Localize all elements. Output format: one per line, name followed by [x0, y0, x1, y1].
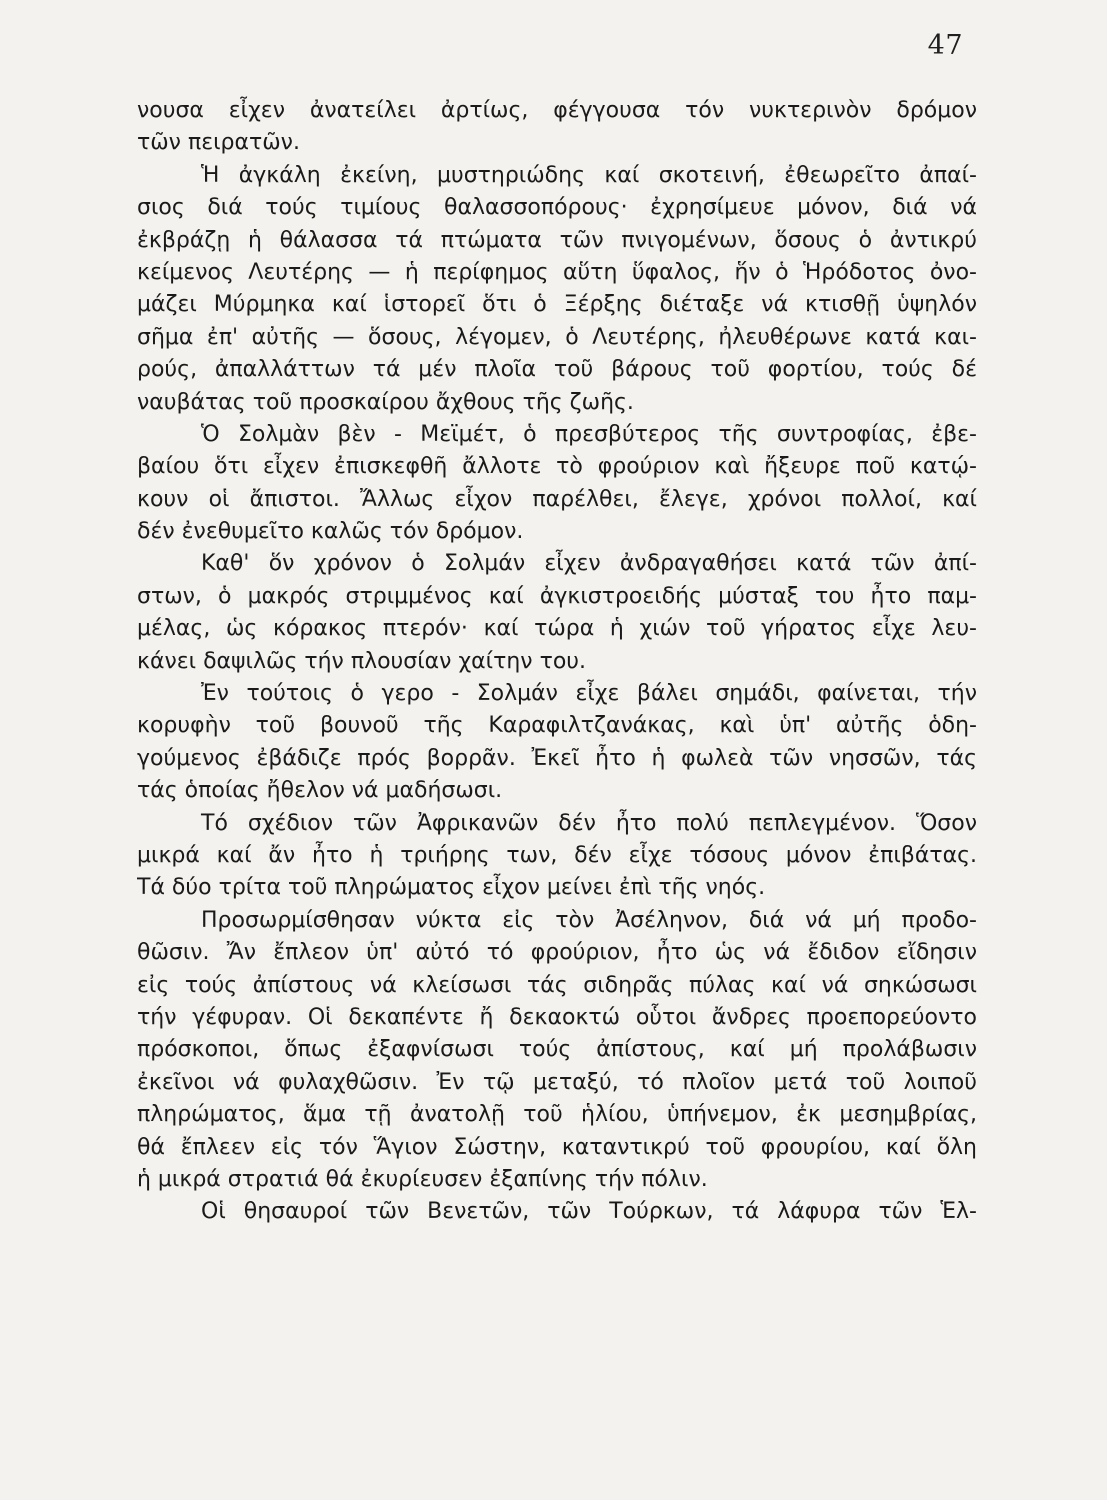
- text-line: Καθ' ὅν χρόνον ὁ Σολμάν εἶχεν ἀνδραγαθήσει κατά τῶν ἀπί-: [201, 551, 977, 577]
- text-line: τῶν πειρατῶν.: [137, 130, 300, 156]
- text-line: κουν οἱ ἄπιστοι. Ἄλλως εἶχον παρέλθει, ἔλεγε, χρόνοι πολλοί, καί: [137, 486, 977, 512]
- text-line: μέλας, ὡς κόρακος πτερόν· καί τώρα ἡ χιών τοῦ γήρατος εἶχε λευ-: [137, 616, 977, 642]
- text-line: ἐκβράζῃ ἡ θάλασσα τά πτώματα τῶν πνιγομένων, ὅσους ὁ ἀντικρύ: [137, 227, 977, 253]
- text-line: πρόσκοποι, ὅπως ἐξαφνίσωσι τούς ἀπίστους, καί μή προλάβωσιν: [137, 1037, 977, 1063]
- text-line: θά ἔπλεεν εἰς τόν Ἅγιον Σώστην, καταντικρύ τοῦ φρουρίου, καί ὅλη: [137, 1134, 977, 1160]
- text-line: Ἐν τούτοις ὁ γερο - Σολμάν εἶχε βάλει σημάδι, φαίνεται, τήν: [201, 681, 977, 707]
- text-line: σιος διά τούς τιμίους θαλασσοπόρους· ἐχρησίμευε μόνον, διά νά: [137, 195, 977, 221]
- text-line: κάνει δαψιλῶς τήν πλουσίαν χαίτην του.: [137, 648, 587, 674]
- text-line: Τά δύο τρίτα τοῦ πληρώματος εἶχον μείνει ἐπὶ τῆς νηός.: [137, 875, 766, 901]
- text-line: θῶσιν. Ἄν ἔπλεον ὑπ' αὐτό τό φρούριον, ἦτο ὡς νά ἔδιδον εἴδησιν: [137, 940, 977, 966]
- text-line: μικρά καί ἄν ἦτο ἡ τριήρης των, δέν εἶχε τόσους μόνον ἐπιβάτας.: [137, 842, 977, 868]
- text-line: μάζει Μύρμηκα καί ἱστορεῖ ὅτι ὁ Ξέρξης διέταξε νά κτισθῇ ὑψηλόν: [137, 292, 977, 318]
- text-line: ναυβάτας τοῦ προσκαίρου ἄχθους τῆς ζωῆς.: [137, 389, 634, 415]
- page-number: 47: [927, 30, 963, 61]
- text-line: κείμενος Λευτέρης — ἡ περίφημος αὕτη ὕφαλος, ἥν ὁ Ἡρόδοτος ὀνο-: [137, 259, 977, 285]
- text-line: Οἱ θησαυροί τῶν Βενετῶν, τῶν Τούρκων, τά λάφυρα τῶν Ἑλ-: [201, 1199, 977, 1225]
- text-line: Προσωρμίσθησαν νύκτα εἰς τὸν Ἀσέληνον, διά νά μή προδο-: [201, 907, 977, 933]
- text-line: Ἡ ἀγκάλη ἐκείνη, μυστηριώδης καί σκοτεινή, ἐθεωρεῖτο ἀπαί-: [201, 162, 977, 188]
- text-line: στων, ὁ μακρός στριμμένος καί ἀγκιστροειδής μύσταξ του ἦτο παμ-: [137, 583, 977, 609]
- text-line: ἡ μικρά στρατιά θά ἐκυρίευσεν ἐξαπίνης τήν πόλιν.: [137, 1166, 708, 1192]
- text-line: Τό σχέδιον τῶν Ἀφρικανῶν δέν ἦτο πολύ πεπλεγμένον. Ὅσον: [201, 810, 977, 836]
- text-line: νουσα εἶχεν ἀνατείλει ἀρτίως, φέγγουσα τόν νυκτερινὸν δρόμον: [137, 98, 977, 123]
- text-line: δέν ἐνεθυμεῖτο καλῶς τόν δρόμον.: [137, 519, 524, 545]
- text-line: Ὁ Σολμὰν βὲν - Μεϊμέτ, ὁ πρεσβύτερος τῆς συντροφίας, ἐβε-: [201, 421, 977, 447]
- text-line: σῆμα ἐπ' αὐτῆς — ὅσους, λέγομεν, ὁ Λευτέρης, ἠλευθέρωνε κατά και-: [137, 324, 977, 350]
- text-line: τάς ὁποίας ἤθελον νά μαδήσωσι.: [137, 778, 503, 804]
- text-line: τήν γέφυραν. Οἱ δεκαπέντε ἤ δεκαοκτώ οὗτοι ἄνδρες προεπορεύοντο: [137, 1004, 977, 1030]
- body-text: [137, 95, 977, 1229]
- text-line: ρούς, ἀπαλλάττων τά μέν πλοῖα τοῦ βάρους τοῦ φορτίου, τούς δέ: [137, 357, 977, 383]
- text-line: εἰς τούς ἀπίστους νά κλείσωσι τάς σιδηρᾶς πύλας καί νά σηκώσωσι: [137, 972, 977, 998]
- text-line: κορυφὴν τοῦ βουνοῦ τῆς Καραφιλτζανάκας, καὶ ὑπ' αὐτῆς ὁδη-: [137, 713, 977, 739]
- text-line: ἐκεῖνοι νά φυλαχθῶσιν. Ἐν τῷ μεταξύ, τό πλοῖον μετά τοῦ λοιποῦ: [137, 1069, 977, 1095]
- text-line: βαίου ὅτι εἶχεν ἐπισκεφθῆ ἄλλοτε τὸ φρούριον καὶ ἤξευρε ποῦ κατῴ-: [137, 454, 977, 480]
- text-line: πληρώματος, ἅμα τῇ ἀνατολῇ τοῦ ἡλίου, ὑπήνεμον, ἐκ μεσημβρίας,: [137, 1102, 977, 1128]
- text-line: γούμενος ἐβάδιζε πρός βορρᾶν. Ἐκεῖ ἦτο ἡ φωλεὰ τῶν νησσῶν, τάς: [137, 745, 977, 771]
